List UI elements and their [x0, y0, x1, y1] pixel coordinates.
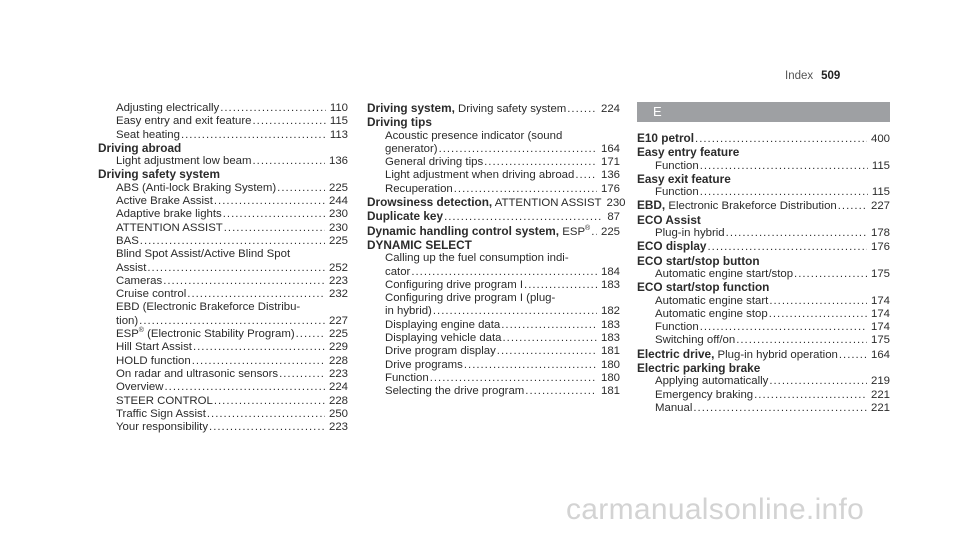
- entry-text: General driving tips: [385, 156, 484, 169]
- entry-text: BAS: [116, 234, 139, 247]
- page-ref: 136: [600, 169, 620, 182]
- leader-dots: [736, 334, 867, 347]
- index-subentry-text: Acoustic presence indicator (sound: [385, 129, 563, 142]
- leader-dots: [838, 200, 867, 213]
- index-subentry[interactable]: [367, 345, 620, 358]
- index-subentry[interactable]: [98, 195, 348, 208]
- entry-text: Easy entry and exit feature: [116, 115, 252, 128]
- index-entry[interactable]: [367, 210, 620, 224]
- entry-text: ESP® (Electronic Stability Program): [116, 327, 295, 341]
- leader-dots: [214, 195, 325, 208]
- entry-subterm: ATTENTION ASSIST: [492, 197, 602, 210]
- leader-dots: [575, 169, 597, 182]
- page-ref: 174: [870, 294, 890, 307]
- entry-text: in hybrid): [385, 305, 432, 318]
- page-ref: 225: [328, 181, 348, 194]
- index-subentry[interactable]: [637, 402, 890, 415]
- page-ref: 221: [870, 388, 890, 401]
- index-entry[interactable]: [367, 195, 626, 210]
- leader-dots: [754, 389, 867, 402]
- entry-subterm: Driving safety system: [454, 103, 567, 115]
- entry-text: Drive programs: [385, 358, 463, 371]
- index-heading: ECO start/stop button: [637, 253, 760, 268]
- page-ref: 229: [328, 341, 348, 354]
- leader-dots: [430, 372, 597, 385]
- index-subentry[interactable]: [367, 266, 620, 279]
- entry-text: Emergency braking: [655, 388, 754, 401]
- page-ref: 176: [600, 182, 620, 195]
- leader-dots: [695, 133, 867, 146]
- index-subentry[interactable]: [98, 129, 348, 142]
- index-subentry[interactable]: [98, 208, 348, 221]
- page-ref: 115: [329, 115, 348, 128]
- page-ref: 113: [329, 128, 348, 141]
- leader-dots: [296, 328, 325, 341]
- leader-dots: [209, 421, 325, 434]
- index-subentry[interactable]: [367, 332, 620, 345]
- leader-dots: [147, 262, 325, 275]
- entry-text: Function: [655, 321, 699, 334]
- page-ref: 221: [870, 401, 890, 414]
- index-subentry[interactable]: [98, 381, 348, 394]
- entry-text: Adaptive brake lights: [116, 208, 222, 221]
- entry-text: Function: [655, 186, 699, 199]
- entry-text: Cruise control: [116, 288, 187, 301]
- page-ref: 174: [870, 321, 890, 334]
- page-ref: 176: [870, 241, 890, 254]
- index-subentry[interactable]: [367, 143, 620, 156]
- entry-text: Cameras: [116, 274, 163, 287]
- page-ref: 180: [600, 371, 620, 384]
- entry-text: Switching off/on: [655, 334, 736, 347]
- index-subentry[interactable]: [98, 262, 348, 275]
- leader-dots: [524, 279, 597, 292]
- index-subentry[interactable]: [367, 359, 620, 372]
- entry-text: Plug-in hybrid: [655, 227, 725, 240]
- index-subentry[interactable]: [367, 372, 620, 385]
- leader-dots: [497, 345, 597, 358]
- watermark: carmanualsonline.info: [566, 493, 865, 526]
- index-subentry[interactable]: [637, 295, 890, 308]
- index-entry[interactable]: [637, 132, 890, 146]
- index-subentry[interactable]: [367, 169, 620, 182]
- leader-dots: [839, 349, 867, 362]
- entry-term: Duplicate key: [367, 209, 444, 224]
- entry-text: tion): [116, 314, 139, 327]
- index-subentry[interactable]: [637, 375, 890, 388]
- index-subentry[interactable]: [637, 268, 890, 281]
- page-ref: 230: [328, 208, 348, 221]
- page-ref: 244: [328, 195, 348, 208]
- index-subentry[interactable]: [98, 315, 348, 328]
- index-subentry[interactable]: [367, 183, 620, 196]
- page-ref: 136: [328, 155, 348, 168]
- entry-term: Drowsiness detection,: [367, 195, 493, 210]
- leader-dots: [484, 156, 597, 169]
- entry-term: Dynamic handling control system,: [367, 223, 560, 238]
- page-ref: 175: [870, 334, 890, 347]
- leader-dots: [139, 315, 325, 328]
- index-subentry[interactable]: [367, 156, 620, 169]
- leader-dots: [253, 155, 325, 168]
- leader-dots: [794, 268, 867, 281]
- page-ref: 228: [328, 394, 348, 407]
- page-ref: 223: [328, 274, 348, 287]
- page-ref: 164: [870, 348, 890, 361]
- index-heading: Electric parking brake: [637, 361, 761, 376]
- leader-dots: [192, 355, 325, 368]
- index-entry[interactable]: [637, 199, 890, 213]
- entry-text: Automatic engine start: [655, 294, 769, 307]
- index-subentry[interactable]: [98, 355, 348, 368]
- page-ref: 171: [600, 156, 620, 169]
- index-heading: ECO Assist: [637, 212, 701, 227]
- index-subentry[interactable]: [637, 160, 890, 173]
- index-subentry[interactable]: [367, 319, 620, 332]
- entry-term: EBD,: [637, 198, 666, 213]
- index-subentry[interactable]: [637, 308, 890, 321]
- index-subentry[interactable]: [367, 305, 620, 318]
- page-ref: 232: [328, 288, 348, 301]
- leader-dots: [181, 129, 326, 142]
- leader-dots: [503, 332, 597, 345]
- index-subentry-text: EBD (Electronic Brakeforce Distribu-: [116, 301, 301, 314]
- entry-text: STEER CONTROL: [116, 394, 213, 407]
- page-ref: 224: [328, 381, 348, 394]
- section-letter: E: [637, 102, 890, 122]
- entry-text: Assist: [116, 261, 147, 274]
- leader-dots: [501, 319, 597, 332]
- page-ref: 184: [600, 265, 620, 278]
- leader-dots: [726, 227, 867, 240]
- index-heading: Driving tips: [367, 115, 432, 130]
- page-ref: 400: [870, 133, 890, 145]
- leader-dots: [693, 402, 867, 415]
- leader-dots: [277, 182, 325, 195]
- page-ref: 175: [870, 267, 890, 280]
- entry-text: cator: [385, 265, 411, 278]
- entry-text: Applying automatically: [655, 375, 769, 388]
- index-subentry[interactable]: [98, 395, 348, 408]
- entry-text: Configuring drive program I: [385, 278, 524, 291]
- index-subentry[interactable]: [637, 321, 890, 334]
- entry-text: Manual: [655, 401, 693, 414]
- leader-dots: [411, 266, 597, 279]
- entry-subterm: Plug-in hybrid operation: [714, 348, 838, 361]
- leader-dots: [223, 208, 325, 221]
- page-ref: 183: [600, 318, 620, 331]
- index-subentry-text: Configuring drive program I (plug-: [385, 292, 556, 305]
- entry-text: Your responsibility: [116, 421, 209, 434]
- leader-dots: [591, 226, 597, 239]
- page-number: 509: [821, 70, 841, 82]
- index-subentry[interactable]: [637, 227, 890, 240]
- index-entry[interactable]: [637, 240, 890, 254]
- entry-text: Traffic Sign Assist: [116, 407, 206, 420]
- page-ref: 180: [600, 358, 620, 371]
- page-ref: 115: [871, 186, 890, 199]
- index-heading: Easy entry feature: [637, 145, 740, 160]
- leader-dots: [433, 305, 597, 318]
- index-subentry[interactable]: [98, 102, 348, 115]
- leader-dots: [769, 295, 867, 308]
- index-heading: DYNAMIC SELECT: [367, 237, 472, 252]
- page-ref: 224: [600, 103, 620, 115]
- entry-text: generator): [385, 142, 438, 155]
- index-subentry[interactable]: [637, 334, 890, 347]
- leader-dots: [769, 308, 867, 321]
- entry-subterm: ESP®: [559, 224, 591, 238]
- leader-dots: [193, 341, 325, 354]
- leader-dots: [708, 241, 867, 254]
- header-label: Index: [785, 70, 814, 82]
- leader-dots: [567, 103, 597, 116]
- page-ref: 225: [328, 234, 348, 247]
- page-ref: 228: [328, 354, 348, 367]
- index-subentry[interactable]: [98, 408, 348, 421]
- entry-text: Selecting the drive program: [385, 385, 525, 398]
- page-ref: 230: [606, 197, 626, 210]
- index-subentry[interactable]: [98, 182, 348, 195]
- leader-dots: [187, 288, 325, 301]
- index-subentry[interactable]: [98, 235, 348, 248]
- index-subentry[interactable]: [98, 222, 348, 235]
- entry-text: Recuperation: [385, 182, 453, 195]
- page-ref: 225: [600, 225, 620, 238]
- page-ref: 183: [600, 332, 620, 345]
- index-subentry[interactable]: [98, 275, 348, 288]
- page-ref: 115: [871, 159, 890, 172]
- index-heading: ECO start/stop function: [637, 280, 770, 295]
- page-ref: 183: [600, 278, 620, 291]
- entry-text: Overview: [116, 381, 164, 394]
- leader-dots: [700, 321, 867, 334]
- entry-text: Automatic engine start/stop: [655, 267, 794, 280]
- index-heading: Driving safety system: [98, 167, 220, 182]
- leader-dots: [224, 222, 325, 235]
- index-entry[interactable]: [637, 348, 890, 362]
- index-subentry[interactable]: [637, 186, 890, 199]
- entry-text: ABS (Anti-lock Braking System): [116, 181, 277, 194]
- page-ref: 110: [329, 102, 348, 114]
- page-ref: 181: [600, 345, 620, 358]
- entry-text: HOLD function: [116, 354, 191, 367]
- entry-text: Drive program display: [385, 345, 496, 358]
- index-subentry[interactable]: [98, 288, 348, 301]
- leader-dots: [253, 115, 326, 128]
- leader-dots: [439, 143, 597, 156]
- entry-term: E10 petrol: [637, 131, 695, 145]
- entry-text: Hill Start Assist: [116, 341, 192, 354]
- page-ref: 178: [870, 227, 890, 240]
- leader-dots: [700, 160, 868, 173]
- entry-text: Function: [385, 371, 429, 384]
- leader-dots: [163, 275, 325, 288]
- index-subentry[interactable]: [98, 341, 348, 354]
- index-column-3: [637, 102, 890, 415]
- page-ref: 223: [328, 421, 348, 434]
- index-entry[interactable]: [367, 225, 620, 239]
- index-subentry[interactable]: [98, 155, 348, 168]
- entry-text: Function: [655, 159, 699, 172]
- leader-dots: [769, 375, 867, 388]
- index-subentry[interactable]: [367, 279, 620, 292]
- leader-dots: [164, 381, 325, 394]
- entry-text: Active Brake Assist: [116, 195, 213, 208]
- index-subentry[interactable]: [367, 385, 620, 398]
- leader-dots: [454, 183, 597, 196]
- entry-text: Automatic engine stop: [655, 307, 768, 320]
- index-subentry-text: Calling up the fuel consumption indi-: [385, 252, 569, 265]
- leader-dots: [214, 395, 325, 408]
- page-ref: 227: [328, 314, 348, 327]
- leader-dots: [279, 368, 325, 381]
- entry-term: Driving system,: [367, 101, 455, 115]
- page-ref: 181: [600, 385, 620, 398]
- entry-text: Light adjustment when driving abroad: [385, 169, 575, 182]
- entry-text: On radar and ultrasonic sensors: [116, 367, 279, 380]
- index-subentry[interactable]: [98, 368, 348, 381]
- entry-text: Seat heating: [116, 128, 180, 141]
- index-heading: Easy exit feature: [637, 171, 731, 186]
- entry-term: Electric drive,: [637, 346, 715, 361]
- page-ref: 225: [328, 328, 348, 341]
- page-ref: 164: [600, 142, 620, 155]
- leader-dots: [140, 235, 325, 248]
- entry-text: Displaying vehicle data: [385, 332, 502, 345]
- entry-text: ATTENTION ASSIST: [116, 221, 223, 234]
- page-ref: 174: [870, 307, 890, 320]
- page-ref: 182: [600, 305, 620, 318]
- page-ref: 252: [328, 261, 348, 274]
- index-subentry[interactable]: [98, 115, 348, 128]
- leader-dots: [525, 385, 597, 398]
- page-ref: 219: [870, 375, 890, 388]
- leader-dots: [220, 102, 326, 115]
- page-ref: 223: [328, 367, 348, 380]
- entry-subterm: Electronic Brakeforce Distribution: [665, 200, 837, 213]
- leader-dots: [700, 186, 868, 199]
- leader-dots: [207, 408, 325, 421]
- entry-text: Adjusting electrically: [116, 102, 220, 114]
- entry-text: Light adjustment low beam: [116, 155, 252, 168]
- page-ref: 250: [328, 407, 348, 420]
- page-header: [785, 70, 925, 82]
- index-column-2: [367, 101, 626, 399]
- index-entry[interactable]: [367, 102, 620, 116]
- index-heading: Driving abroad: [98, 140, 182, 155]
- page-ref: 227: [870, 200, 890, 213]
- page-ref: 230: [328, 221, 348, 234]
- leader-dots: [444, 211, 603, 224]
- index-subentry[interactable]: [98, 328, 348, 341]
- index-subentry[interactable]: [637, 389, 890, 402]
- index-subentry-text: Blind Spot Assist/Active Blind Spot: [116, 248, 291, 261]
- entry-text: Displaying engine data: [385, 318, 501, 331]
- entry-term: ECO display: [637, 239, 707, 254]
- page-ref: 87: [607, 211, 620, 224]
- index-column-1: [98, 102, 348, 434]
- leader-dots: [464, 359, 597, 372]
- index-subentry[interactable]: [98, 421, 348, 434]
